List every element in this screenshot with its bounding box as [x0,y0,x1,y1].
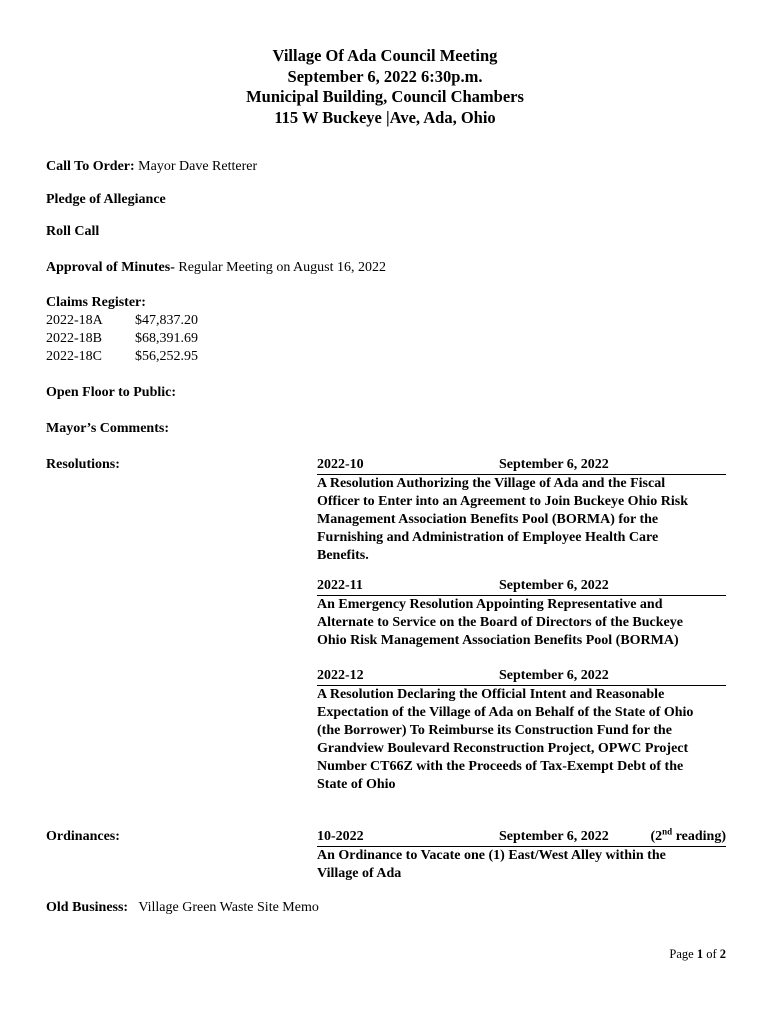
of-word: of [703,947,720,961]
claims-row [46,330,198,348]
page-total: 2 [719,947,726,961]
approval-of-minutes [46,259,386,277]
resolution-text-line: Furnishing and Administration of Employee Health Care [317,530,659,545]
header-title: Village Of Ada Council Meeting [272,46,498,65]
ordinances-label: Ordinances: [46,829,120,844]
resolution-description [317,686,726,794]
ordinance-reading-note [651,828,727,846]
claim-amount: $68,391.69 [135,331,198,346]
page-word: Page [669,947,697,961]
ordinance-text-line: Village of Ada [317,866,402,881]
approval-label: Approval of Minutes- [46,260,175,275]
approval-value: Regular Meeting on August 16, 2022 [178,260,387,275]
claim-code: 2022-18B [46,331,102,346]
reading-note-open: (2 [650,829,663,844]
resolution-date: September 6, 2022 [499,668,609,683]
resolution-text-line: Alternate to Service on the Board of Directors of the Buckeye [317,615,683,630]
resolution-description [317,475,726,565]
header-address: 115 W Buckeye |Ave, Ada, Ohio [274,107,496,127]
resolutions-label: Resolutions: [46,457,120,472]
resolution-text-line: (the Borrower) To Reimburse its Construction Fund for the [317,723,672,738]
resolution-item [317,667,726,794]
header-location: Municipal Building, Council Chambers [246,87,524,106]
claim-code: 2022-18C [46,349,102,364]
ordinance-text-line: An Ordinance to Vacate one (1) East/West Alley within the [317,848,666,863]
roll-call: Roll Call [46,224,100,239]
ordinance-date: September 6, 2022 [499,829,609,844]
claims-register-label: Claims Register: [46,295,146,310]
pledge-of-allegiance: Pledge of Allegiance [46,192,166,207]
call-to-order-label: Call To Order: [46,159,135,174]
call-to-order [46,158,257,176]
resolution-text-line: An Emergency Resolution Appointing Representative and [317,597,663,612]
resolution-text-line: Officer to Enter into an Agreement to Join Buckeye Ohio Risk [317,494,688,509]
ordinance-number: 10-2022 [317,829,364,844]
resolution-text-line: Management Association Benefits Pool (BORMA) for the [317,512,659,527]
header-date-time: September 6, 2022 6:30p.m. [287,66,483,86]
resolution-text-line: Number CT66Z with the Proceeds of Tax-Exempt Debt of the [317,759,684,774]
claims-row [46,348,198,366]
old-business-label: Old Business: [46,900,129,915]
page-current: 1 [696,947,704,961]
call-to-order-value: Mayor Dave Retterer [138,159,258,174]
open-floor-to-public: Open Floor to Public: [46,385,177,400]
resolution-text-line: Ohio Risk Management Association Benefits Pool (BORMA) [317,633,679,648]
mayors-comments: Mayor’s Comments: [46,421,169,436]
resolution-header [317,577,726,596]
agenda-header [0,46,770,128]
reading-note-close: reading) [672,829,726,844]
resolution-item [317,577,726,650]
claims-row [46,312,198,330]
resolution-date: September 6, 2022 [499,578,609,593]
page-number-footer [669,947,726,962]
old-business-value: Village Green Waste Site Memo [138,900,319,915]
claim-amount: $47,837.20 [135,313,198,328]
claim-amount: $56,252.95 [135,349,198,364]
resolution-header [317,667,726,686]
ordinance-header [317,828,726,847]
resolution-number: 2022-12 [317,668,364,683]
resolution-date: September 6, 2022 [499,457,609,472]
resolution-text-line: Expectation of the Village of Ada on Behalf of the State of Ohio [317,705,694,720]
ordinance-item [317,828,726,883]
resolution-text-line: Benefits. [317,548,369,563]
resolution-item [317,456,726,565]
claim-code: 2022-18A [46,313,103,328]
resolution-text-line: Grandview Boulevard Reconstruction Project, OPWC Project [317,741,689,756]
reading-note-sup: nd [662,826,673,837]
resolution-number: 2022-10 [317,457,364,472]
resolution-text-line: A Resolution Declaring the Official Intent and Reasonable [317,687,665,702]
resolution-header [317,456,726,475]
resolution-text-line: State of Ohio [317,777,396,792]
resolution-number: 2022-11 [317,578,363,593]
ordinance-description [317,847,726,883]
claims-register [46,294,198,366]
old-business [46,899,319,917]
resolution-text-line: A Resolution Authorizing the Village of Ada and the Fiscal [317,476,666,491]
resolution-description [317,596,726,650]
